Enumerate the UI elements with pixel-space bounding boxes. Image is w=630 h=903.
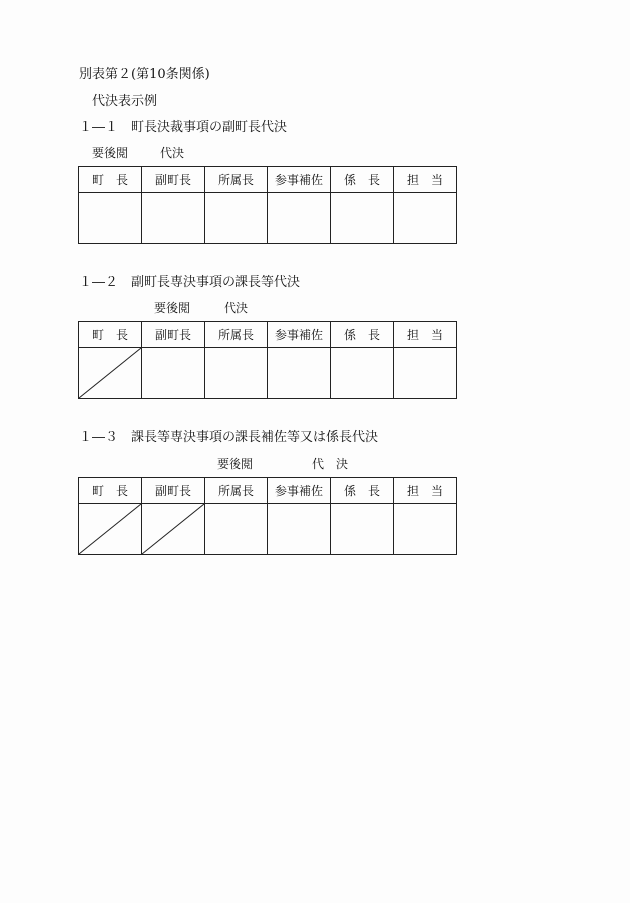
column-header-fukucho: 副町長 [142, 167, 205, 193]
seal-cell [205, 193, 268, 244]
column-header-sanji-hosa: 参事補佐 [268, 167, 331, 193]
column-header-cho: 町 長 [79, 478, 142, 504]
column-header-tanto: 担 当 [394, 478, 457, 504]
diagonal-slash-icon [79, 504, 141, 554]
seal-cell-slashed [79, 348, 142, 399]
document-subtitle: 代決表示例 [92, 94, 158, 109]
seal-cell [394, 193, 457, 244]
column-header-fukucho: 副町長 [142, 478, 205, 504]
seal-cell-slashed [142, 504, 205, 555]
section-note-right-2: 代決 [224, 301, 249, 315]
column-header-tanto: 担 当 [394, 322, 457, 348]
column-header-fukucho: 副町長 [142, 322, 205, 348]
diagonal-slash-icon [142, 504, 204, 554]
seal-cell [142, 193, 205, 244]
seal-cell [394, 504, 457, 555]
seal-cell-slashed [79, 504, 142, 555]
diagonal-slash-icon [79, 348, 141, 398]
section-note-left-2: 要後閲 [154, 301, 191, 315]
column-header-kakaricho: 係 長 [331, 167, 394, 193]
approval-table-3 [78, 477, 457, 555]
approval-table-2 [78, 321, 457, 399]
seal-cell [331, 504, 394, 555]
section-heading-2: １―２ 副町長専決事項の課長等代決 [79, 275, 301, 290]
column-header-cho: 町 長 [79, 167, 142, 193]
seal-cell [268, 348, 331, 399]
seal-cell [205, 504, 268, 555]
column-header-sanji-hosa: 参事補佐 [268, 322, 331, 348]
section-note-right-1: 代決 [160, 146, 185, 160]
seal-cell [142, 348, 205, 399]
seal-cell [394, 348, 457, 399]
column-header-shozokucho: 所属長 [205, 478, 268, 504]
document-title: 別表第２(第10条関係) [79, 67, 210, 82]
column-header-sanji-hosa: 参事補佐 [268, 478, 331, 504]
section-heading-3: １―３ 課長等専決事項の課長補佐等又は係長代決 [79, 430, 379, 445]
seal-cell [331, 193, 394, 244]
column-header-tanto: 担 当 [394, 167, 457, 193]
column-header-cho: 町 長 [79, 322, 142, 348]
section-note-right-3: 代 決 [312, 457, 349, 471]
column-header-shozokucho: 所属長 [205, 167, 268, 193]
section-note-left-3: 要後閲 [217, 457, 254, 471]
seal-cell [205, 348, 268, 399]
approval-table-1 [78, 166, 457, 244]
column-header-kakaricho: 係 長 [331, 478, 394, 504]
seal-cell [79, 193, 142, 244]
column-header-shozokucho: 所属長 [205, 322, 268, 348]
seal-cell [331, 348, 394, 399]
seal-cell [268, 193, 331, 244]
seal-cell [268, 504, 331, 555]
section-note-left-1: 要後閲 [92, 146, 129, 160]
column-header-kakaricho: 係 長 [331, 322, 394, 348]
section-heading-1: １―１ 町長決裁事項の副町長代決 [79, 120, 288, 135]
